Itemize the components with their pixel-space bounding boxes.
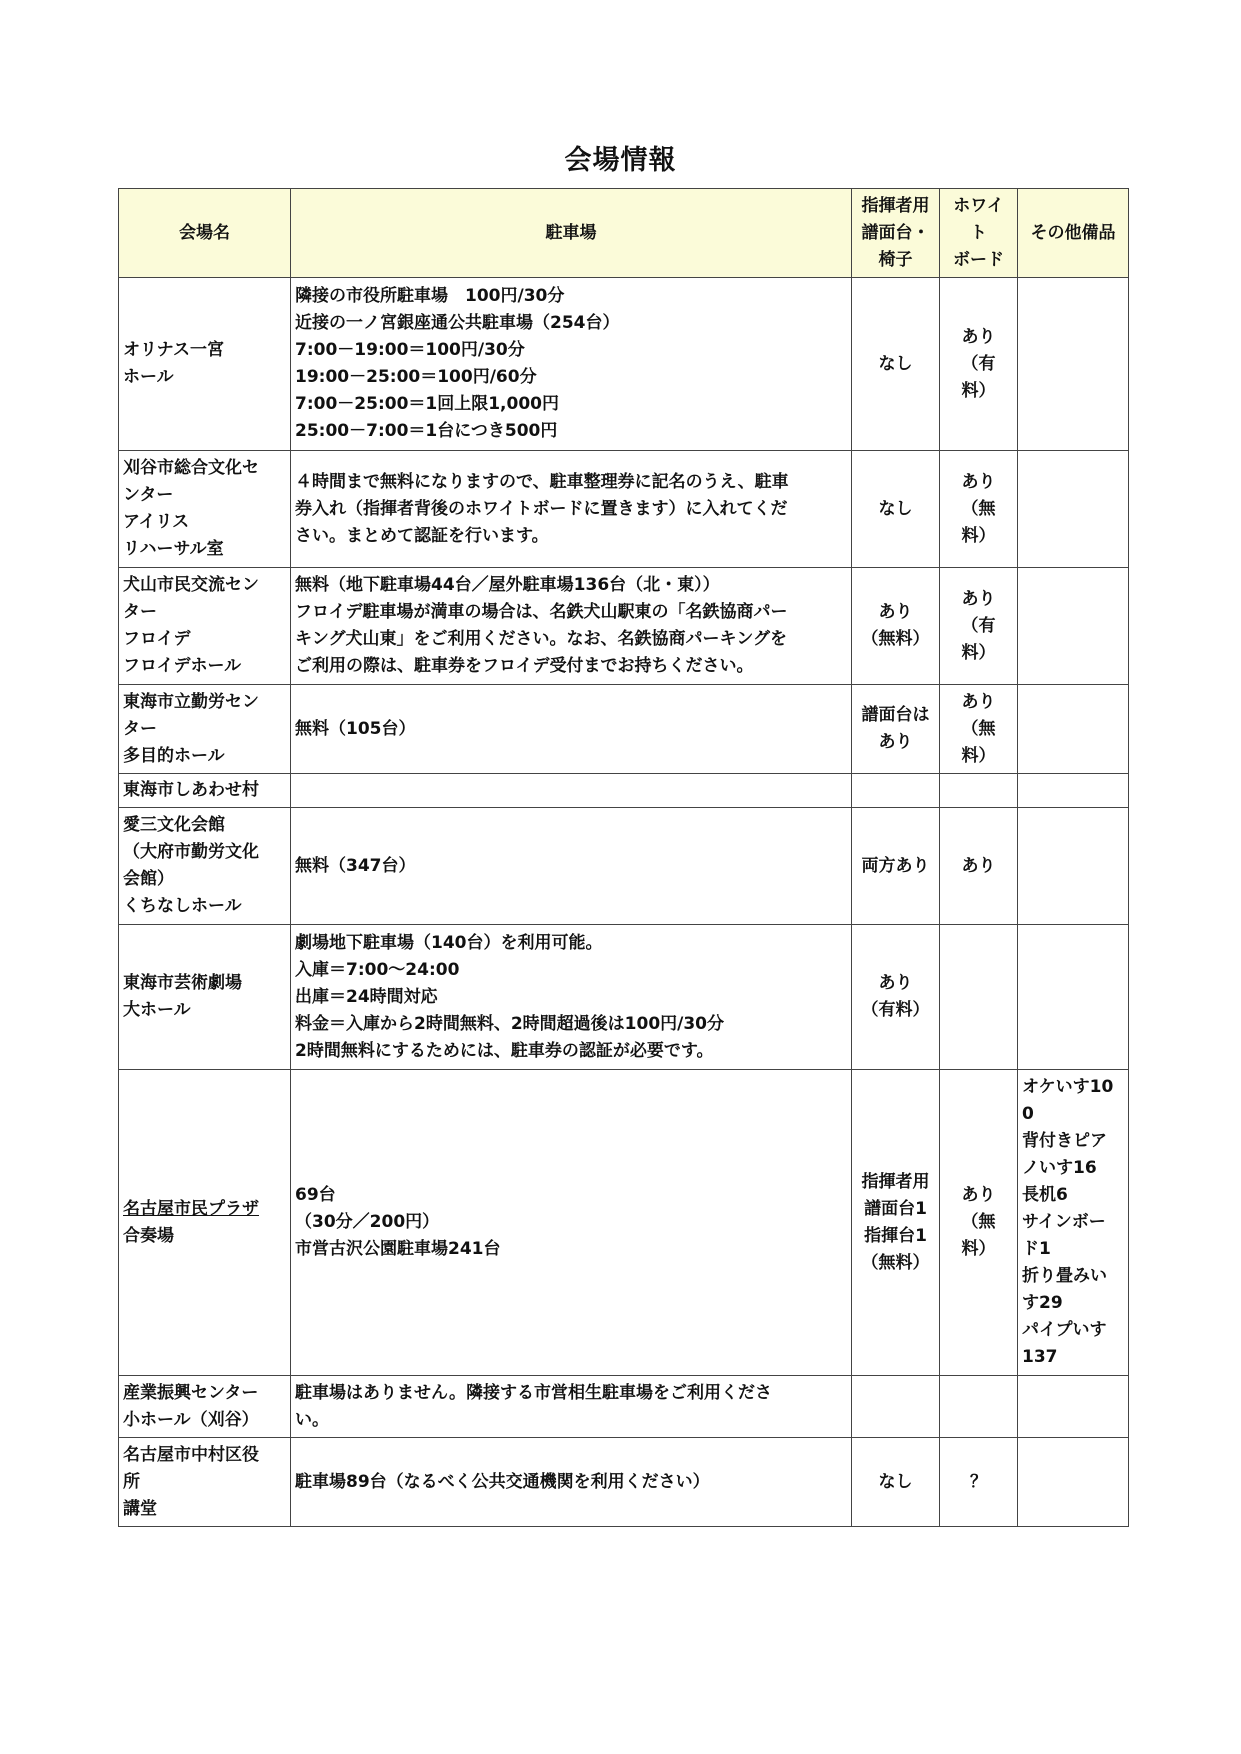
venue-name-line: リハーサル室 (123, 539, 224, 559)
whiteboard-line: あり (961, 588, 996, 609)
conductor-stand-cell (852, 774, 940, 808)
other-equipment-line: オケいす10 (1022, 1077, 1114, 1097)
other-equipment-cell (1018, 925, 1129, 1070)
venue-name-cell (119, 568, 291, 685)
venue-name-cell (119, 925, 291, 1070)
parking-line: 近接の一ノ宮銀座通公共駐車場（254台） (295, 313, 620, 333)
whiteboard-cell (940, 925, 1018, 1070)
venue-name-line: 所 (123, 1471, 140, 1492)
other-equipment-line: 137 (1022, 1347, 1058, 1367)
conductor-stand-line: なし (878, 1471, 913, 1492)
header-conductor-line: 指揮者用 (861, 195, 930, 216)
conductor-stand-line: 両方あり (861, 855, 930, 876)
venue-name-line: アイリス (123, 512, 190, 532)
whiteboard-cell (940, 685, 1018, 774)
conductor-stand-line: 指揮台1 (864, 1225, 927, 1246)
other-equipment-cell (1018, 1070, 1129, 1376)
conductor-stand-cell (852, 685, 940, 774)
whiteboard-line: あり (961, 471, 996, 492)
parking-cell (291, 685, 852, 774)
other-equipment-cell (1018, 568, 1129, 685)
conductor-stand-cell (852, 278, 940, 451)
venue-name-line: 会館） (123, 869, 174, 889)
venue-name-line: （大府市勤労文化 (123, 842, 259, 862)
venue-name-line: 講堂 (123, 1498, 157, 1519)
header-conductor-stand (852, 189, 940, 278)
whiteboard-line: （有 (961, 353, 996, 374)
venue-name-cell (119, 1070, 291, 1376)
conductor-stand-cell (852, 925, 940, 1070)
venue-name-line: 東海市しあわせ村 (123, 780, 259, 800)
conductor-stand-cell (852, 1376, 940, 1438)
parking-line: 7:00－25:00＝1回上限1,000円 (295, 394, 559, 414)
whiteboard-cell (940, 808, 1018, 925)
other-equipment-line: す29 (1022, 1293, 1063, 1313)
whiteboard-line: あり (961, 691, 996, 712)
whiteboard-line: 料） (961, 525, 996, 546)
venue-name-cell (119, 451, 291, 568)
conductor-stand-line: あり (878, 732, 913, 752)
venue-name-line: 名古屋市民プラザ (123, 1198, 259, 1219)
parking-cell (291, 1070, 852, 1376)
venue-name-line: 小ホール（刈谷） (123, 1409, 259, 1430)
table-row (119, 278, 1129, 451)
header-whiteboard (940, 189, 1018, 278)
table-row (119, 451, 1129, 568)
conductor-stand-cell (852, 568, 940, 685)
whiteboard-line: 料） (961, 642, 996, 663)
table-row (119, 808, 1129, 925)
venue-name-cell (119, 685, 291, 774)
whiteboard-cell (940, 1438, 1018, 1527)
conductor-stand-line: （有料） (861, 1000, 930, 1020)
whiteboard-line: あり (961, 855, 996, 876)
other-equipment-line: ノいす16 (1022, 1158, 1097, 1178)
venue-name-line: 産業振興センター (123, 1382, 259, 1403)
parking-cell (291, 774, 852, 808)
venue-name-line: 多目的ホール (123, 745, 225, 766)
header-other-equipment: その他備品 (1018, 189, 1129, 278)
whiteboard-line: 料） (961, 1239, 996, 1259)
parking-cell (291, 808, 852, 925)
table-row (119, 685, 1129, 774)
venue-name-line: 刈谷市総合文化セ (123, 458, 259, 478)
header-whiteboard-line: ト (970, 222, 987, 243)
conductor-stand-line: 指揮者用 (861, 1171, 930, 1192)
other-equipment-cell (1018, 278, 1129, 451)
whiteboard-cell (940, 1376, 1018, 1438)
whiteboard-line: （有 (961, 615, 996, 636)
parking-line: キング犬山東」をご利用ください。なお、名鉄協商パーキングを (295, 629, 787, 649)
table-row (119, 1438, 1129, 1527)
parking-cell (291, 278, 852, 451)
parking-line: （30分／200円） (295, 1212, 440, 1232)
whiteboard-line: 料） (961, 745, 996, 766)
whiteboard-cell (940, 1070, 1018, 1376)
venue-name-line: ホール (123, 367, 174, 387)
venue-name-line: オリナス一宮 (123, 340, 224, 360)
other-equipment-line: 折り畳みい (1022, 1266, 1107, 1286)
venue-name-cell (119, 1438, 291, 1527)
parking-line: 券入れ（指揮者背後のホワイトボードに置きます）に入れてくだ (295, 498, 788, 519)
parking-line: 料金＝入庫から2時間無料、2時間超過後は100円/30分 (295, 1013, 725, 1034)
parking-cell (291, 451, 852, 568)
conductor-stand-line: あり (878, 973, 913, 993)
venue-name-line: 大ホール (123, 1000, 191, 1020)
parking-line: い。 (295, 1409, 329, 1430)
parking-cell (291, 1376, 852, 1438)
venue-name-cell (119, 1376, 291, 1438)
parking-line: 69台 (295, 1185, 336, 1205)
other-equipment-cell (1018, 1376, 1129, 1438)
header-parking: 駐車場 (291, 189, 852, 278)
header-whiteboard-line: ボード (953, 249, 1004, 270)
table-row (119, 774, 1129, 808)
other-equipment-line: 0 (1022, 1104, 1034, 1124)
conductor-stand-line: （無料） (861, 1252, 930, 1273)
whiteboard-cell (940, 568, 1018, 685)
parking-line: 7:00－19:00＝100円/30分 (295, 340, 525, 360)
conductor-stand-cell (852, 808, 940, 925)
parking-cell (291, 568, 852, 685)
whiteboard-line: 料） (961, 380, 996, 401)
conductor-stand-cell (852, 1070, 940, 1376)
parking-line: ご利用の際は、駐車券をフロイデ受付までお持ちください。 (295, 656, 754, 676)
venue-name-cell (119, 774, 291, 808)
header-venue-name: 会場名 (119, 189, 291, 278)
parking-line: 無料（347台） (295, 855, 416, 876)
other-equipment-line: 長机6 (1022, 1185, 1068, 1205)
table-row (119, 568, 1129, 685)
other-equipment-line: サインボー (1022, 1212, 1106, 1232)
table-row (119, 1376, 1129, 1438)
venue-name-line: ター (123, 602, 157, 622)
venue-name-line: フロイデ (123, 629, 191, 649)
venue-name-line: 愛三文化会館 (123, 815, 225, 835)
parking-line: 無料（105台） (295, 718, 416, 739)
parking-line: 駐車場89台（なるべく公共交通機関を利用ください） (295, 1471, 710, 1492)
parking-line: 出庫＝24時間対応 (295, 986, 438, 1007)
venue-name-cell (119, 808, 291, 925)
venue-name-cell (119, 278, 291, 451)
venue-name-line: 名古屋市中村区役 (123, 1444, 259, 1465)
header-conductor-line: 椅子 (878, 249, 913, 270)
conductor-stand-line: なし (878, 353, 913, 374)
other-equipment-cell (1018, 808, 1129, 925)
parking-line: 隣接の市役所駐車場 100円/30分 (295, 286, 565, 306)
table-row (119, 1070, 1129, 1376)
conductor-stand-line: （無料） (861, 629, 930, 649)
venue-table (118, 188, 1129, 1527)
conductor-stand-cell (852, 451, 940, 568)
other-equipment-cell (1018, 774, 1129, 808)
whiteboard-line: あり (961, 1185, 996, 1205)
whiteboard-cell (940, 278, 1018, 451)
conductor-stand-line: 譜面台1 (864, 1198, 927, 1219)
parking-cell (291, 925, 852, 1070)
other-equipment-cell (1018, 451, 1129, 568)
other-equipment-line: パイプいす (1022, 1320, 1107, 1340)
parking-line: 入庫＝7:00～24:00 (295, 959, 460, 980)
parking-line: 25:00－7:00＝1台につき500円 (295, 421, 558, 441)
venue-name-line: 東海市立勤労セン (123, 691, 259, 712)
venue-name-line: 東海市芸術劇場 (123, 973, 242, 993)
other-equipment-line: ド1 (1022, 1239, 1051, 1259)
parking-line: さい。まとめて認証を行います。 (295, 525, 549, 546)
conductor-stand-line: なし (878, 498, 913, 519)
conductor-stand-cell (852, 1438, 940, 1527)
header-whiteboard-line: ホワイ (953, 195, 1004, 216)
other-equipment-cell (1018, 685, 1129, 774)
whiteboard-cell (940, 774, 1018, 808)
table-row (119, 925, 1129, 1070)
venue-name-line: 犬山市民交流セン (123, 575, 259, 595)
venue-name-line: 合奏場 (123, 1225, 174, 1246)
venue-name-line: ンター (123, 485, 174, 505)
whiteboard-line: （無 (961, 498, 996, 519)
parking-line: 劇場地下駐車場（140台）を利用可能。 (295, 932, 603, 953)
parking-cell (291, 1438, 852, 1527)
whiteboard-line: （無 (961, 1212, 996, 1232)
conductor-stand-line: あり (878, 602, 913, 622)
venue-name-line: フロイデホール (123, 656, 242, 676)
whiteboard-line: （無 (961, 718, 996, 739)
venue-name-line: くちなしホール (123, 896, 242, 916)
parking-line: 無料（地下駐車場44台／屋外駐車場136台（北・東）） (295, 575, 720, 595)
other-equipment-cell (1018, 1438, 1129, 1527)
conductor-stand-line: 譜面台は (861, 705, 930, 725)
parking-line: 19:00－25:00＝100円/60分 (295, 367, 537, 387)
parking-line: フロイデ駐車場が満車の場合は、名鉄犬山駅東の「名鉄協商パー (295, 602, 788, 622)
venue-name-line: ター (123, 718, 157, 739)
parking-line: 2時間無料にするためには、駐車券の認証が必要です。 (295, 1040, 714, 1061)
whiteboard-line: ？ (970, 1471, 987, 1492)
header-row (119, 189, 1129, 278)
page-title: 会場情報 (564, 145, 677, 176)
header-conductor-line: 譜面台・ (861, 222, 930, 243)
parking-line: ４時間まで無料になりますので、駐車整理券に記名のうえ、駐車 (295, 471, 789, 492)
other-equipment-line: 背付きピア (1022, 1131, 1107, 1151)
parking-line: 駐車場はありません。隣接する市営相生駐車場をご利用くださ (295, 1382, 773, 1403)
whiteboard-line: あり (961, 326, 996, 347)
parking-line: 市営古沢公園駐車場241台 (295, 1239, 501, 1259)
whiteboard-cell (940, 451, 1018, 568)
